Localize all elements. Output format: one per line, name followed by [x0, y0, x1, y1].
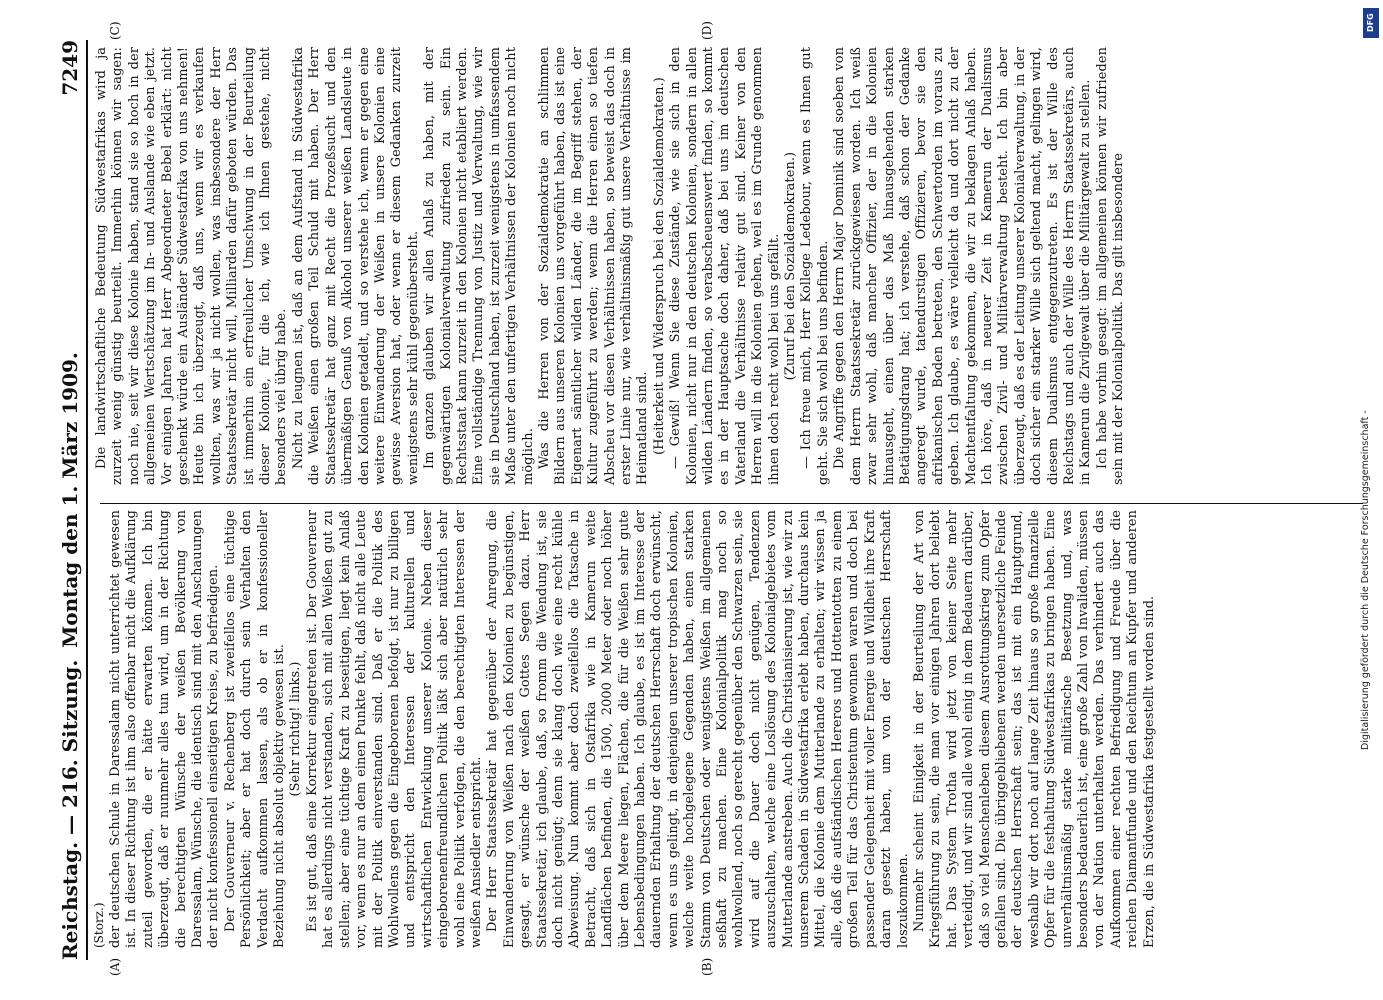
digitization-credit: Digitalisierung gefördert durch die Deutsche Forschungsgemeinschaft -: [1360, 410, 1371, 750]
paragraph: Was die Herren von der Sozialdemokratie an schlimmen Bildern aus unseren Kolonien uns vorgeführt haben, das ist eine Eigenart sämtlicher wilden Länder, die im Begriff stehen, der Kultur zugeführt zu werden; wenn die Herren einen so tiefen Abscheu vor diesen Verhältnissen haben, so beweist das doch in erster Linie nur, wie verhältnismäßig gut unsere Verhältnisse im Heimatland sind.: [536, 47, 651, 485]
page-number: 7249: [58, 40, 82, 96]
paragraph: Ich habe vorhin gesagt: im allgemeinen können wir zufrieden sein mit der Kolonialpolitik. Das gilt insbesondere: [1094, 47, 1127, 485]
margin-marker-d: (D): [700, 21, 714, 40]
paragraph: Der Herr Staatssekretär hat gegenüber der Anregung, die Einwanderung von Weißen nach den Kolonien zu begünstigen, gesagt, er wünsche der weißen Gottes Segen dazu. Herr Staatssekretär, ich glaube, daß, so fromm die Wendung ist, sie doch nicht genügt; denn sie klang doch wie eine recht kühle Abweisung. Nun kommt aber doch zweifellos die Tatsache in Betracht, daß sich in Ostafrika wie in Kamerun weite Landflächen befinden, die 1500, 2000 Meter oder noch höher über dem Meere liegen, Flächen, die für die Weißen sehr gute Lebensbedingungen haben. Ich glaube, es ist im Interesse der dauernden Erhaltung der deutschen Herrschaft doch erwünscht, wenn es uns gelingt, in denjenigen unserer tropischen Kolonien, welche weite hochgelegene Gegenden haben, einen starken Stamm von Deutschen oder wenigstens Weißen im allgemeinen seßhaft zu machen. Eine Kolonialpolitik mag noch so wohlwollend, noch so gerecht gegenüber den Schwarzen sein, sie wird auf die Dauer doch nicht genügen, Tendenzen auszuschalten, welche eine Loslösung des Kolonialgebietes vom Mutterlande anstreben. Auch die Christianisierung ist, wie wir zu unserem Schaden in Südwestafrika erlebt haben, durchaus kein Mittel, die Kolonie dem Mutterlande zu erhalten; wir wissen ja alle, daß die aufständischen Hereros und Hottentotten zu einem großen Teil für das Christentum gewonnen waren und doch bei passender Gelegenheit mit voller Energie und Wildheit ihre Kraft daran gesetzt haben, um von der deutschen Herrschaft loszukommen.: [485, 510, 911, 948]
paragraph: — Ich freue mich, Herr Kollege Ledebour, wenn es Ihnen gut geht. Sie sich wohl bei uns befinden.: [799, 47, 831, 485]
header-rule: [86, 40, 88, 960]
margin-marker-b: (B): [700, 957, 714, 976]
paragraph: Es ist gut, daß eine Korrektur eingetreten ist. Der Gouverneur hat es allerdings nicht verstanden, sich mit allen Weißen gut zu stellen; aber eine tüchtige Kraft zu beseitigen, liegt kein Anlaß vor, wenn es nur an dem einen Punkte fehlt, daß nicht alle Leute mit der Politik einverstanden sind. Daß er die Politik des Wohlwollens gegen die Eingeborenen befolgt, ist nur zu billigen und entspricht den Interessen der kulturellen und wirtschaftlichen Entwicklung unserer Kolonie. Neben dieser eingeborenenfreundlichen Politik läßt sich aber natürlich sehr wohl eine Politik verfolgen, die den berechtigten Interessen der weißen Ansiedler entspricht.: [304, 510, 484, 948]
paragraph: — Gewiß! Wenn Sie diese Zustände, wie sie sich in den Kolonien, nicht nur in den deutschen Kolonien, sondern in allen wilden Ländern finden, so verabscheuenswert finden, so kommt es in der Hauptsache doch daher, daß bei uns im deutschen Vaterland die Verhältnisse relativ gut sind. Keiner von den Herren will in die Kolonien gehen, weil es im Grunde genommen ihnen doch recht wohl bei uns gefällt.: [668, 47, 782, 485]
speaker-label: (Storz.): [92, 902, 106, 948]
paragraph: Die landwirtschaftliche Bedeutung Südwestafrikas wird ja zurzeit wenig günstig beurteilt. Immerhin können wir sagen: noch nie, seit wir diese Kolonie haben, stand sie so hoch in der allgemeinen Wertschätzung im In- und Auslande wie eben jetzt. Vor einigen Jahren hat Herr Abgeordneter Bebel erklärt: nicht geschenkt würde ein Ausländer Südwestafrika von uns nehmen! Heute bin ich überzeugt, daß uns, wenn wir es verkaufen wollten, was wir ja nicht wollen, was insbesondere der Herr Staatssekretär nicht will, Milliarden dafür geboten würden. Das ist immerhin ein erfreulicher Umschwung in der Beurteilung dieser Kolonie, für die ich, wie ich Ihnen gestehe, nicht besonders viel übrig habe.: [94, 47, 290, 485]
margin-marker-c: (C): [108, 21, 122, 40]
interjection: (Heiterkeit und Widerspruch bei den Sozialdemokraten.): [651, 77, 667, 455]
header-date: Montag den 1. März 1909.: [58, 352, 82, 648]
page-header: [58, 40, 84, 960]
dfg-logo: DFG: [1363, 8, 1379, 38]
paragraph: Nicht zu leugnen ist, daß an dem Aufstand in Südwestafrika die Weißen einen großen Teil Schuld mit haben. Der Herr Staatssekretär hat ganz mit Recht die Prozeßsucht und den übermäßigen Genuß von Alkohol unserer weißen Landsleute in den Kolonien getadelt, und so verstehe ich, wenn er gegen eine weitere Einwanderung der Weißen in unsere Kolonien eine gewisse Aversion hat, oder wenn er diesem Gedanken zurzeit wenigstens sehr kühl gegenübersteht.: [290, 47, 421, 485]
paragraph: Im ganzen glauben wir allen Anlaß zu haben, mit der gegenwärtigen Kolonialverwaltung zufrieden zu sein. Ein Rechtsstaat kann zurzeit in den Kolonien nicht etabliert werden. Eine vollständige Trennung von Justiz und Verwaltung, wie wir sie in Deutschland haben, ist zurzeit wenigstens in umfassendem Maße unter den unfertigen Verhältnissen der Kolonien noch nicht möglich.: [422, 47, 536, 485]
paragraph: Die Angriffe gegen den Herrn Major Dominik sind soeben von dem Herrn Staatssekretär zurückgewiesen worden. Ich weiß zwar sehr wohl, daß mancher Offizier, der in die Kolonien hinausgeht, einen über das Maß hinausgehenden starken Betätigungsdrang hat; ich verstehe, daß schon der Gedanke angeregt wurde, tatendurstigen Offizieren, bevor sie den afrikanischen Boden betreten, den Schwertorden im voraus zu geben. Ich glaube, es wäre vielleicht da und dort nicht zu der Machtentfaltung gekommen, die wir zu beklagen Anlaß haben. Ich höre, daß in neuerer Zeit in Kamerun der Dualismus zwischen Zivil- und Militärverwaltung besteht. Ich bin aber überzeugt, daß es der Leitung unserer Kolonialverwaltung, in der doch sicher ein starker Wille sich geltend macht, gelingen wird, diesem Dualismus entgegenzutreten. Es ist der Wille des Reichstags und auch der Wille des Herrn Staatssekretärs, auch in Kamerun die Zivilgewalt über die Militärgewalt zu stellen.: [832, 47, 1094, 485]
right-column: [94, 47, 1128, 485]
header-left: Reichstag. — 216. Sitzung.: [58, 659, 82, 960]
paragraph: Nunmehr scheint Einigkeit in der Beurteilung der Art von Kriegsführung zu sein, die man vor einigen Jahren dort beliebt hat. Das System Trotha wird jetzt von keiner Seite mehr verteidigt, und wir sind alle wohl einig in dem Bedauern darüber, daß so viel Menschenleben diesem Ausrottungskrieg zum Opfer gefallen sind. Die übriggebliebenen werden unersetzliche Feinde der deutschen Herrschaft sein; das ist mit ein Hauptgrund, weshalb wir dort noch auf lange Zeit hinaus so große finanzielle Opfer für die festhaltung Südwestafrikas zu bringen haben. Eine unverhältnismäßig starke militärische Besetzung und, was besonders bedauerlich ist, eine große Zahl von Invaliden, müssen von der Nation unterhalten werden. Das verhindert auch das Aufkommen einer rechten Befriedigung und Freude über die reichen Diamantfunde und den Reichtum an Kupfer und anderen Erzen, die in Südwestafrika festgestellt worden sind.: [911, 510, 1157, 948]
paragraph: Der Gouverneur v. Rechenberg ist zweifellos eine tüchtige Persönlichkeit; aber er hat doch durch sein Verhalten den Verdacht aufkommen lassen, als ob er in konfessioneller Beziehung nicht absolut objektiv gewesen ist.: [222, 510, 288, 948]
interjection: (Sehr richtig! links.): [288, 661, 304, 797]
paragraph: der deutschen Schule in Daressalam nicht unterrichtet gewesen ist. In dieser Richtung ist ihm also offenbar nicht die Aufklärung zuteil geworden, die er hätte erwarten können. Ich bin überzeugt, daß er nunmehr alles tun wird, um in der Richtung die berechtigten Wünsche der weißen Bevölkerung von Daressalam, Wünsche, die identisch sind mit den Anschauungen der nicht konfessionell einseitigen Kreise, zu befriedigen.: [108, 510, 222, 948]
interjection: (Zuruf bei den Sozialdemokraten.): [783, 151, 799, 381]
column-divider: [100, 503, 1363, 504]
margin-marker-a: (A): [108, 957, 122, 976]
left-column: [108, 510, 1158, 948]
